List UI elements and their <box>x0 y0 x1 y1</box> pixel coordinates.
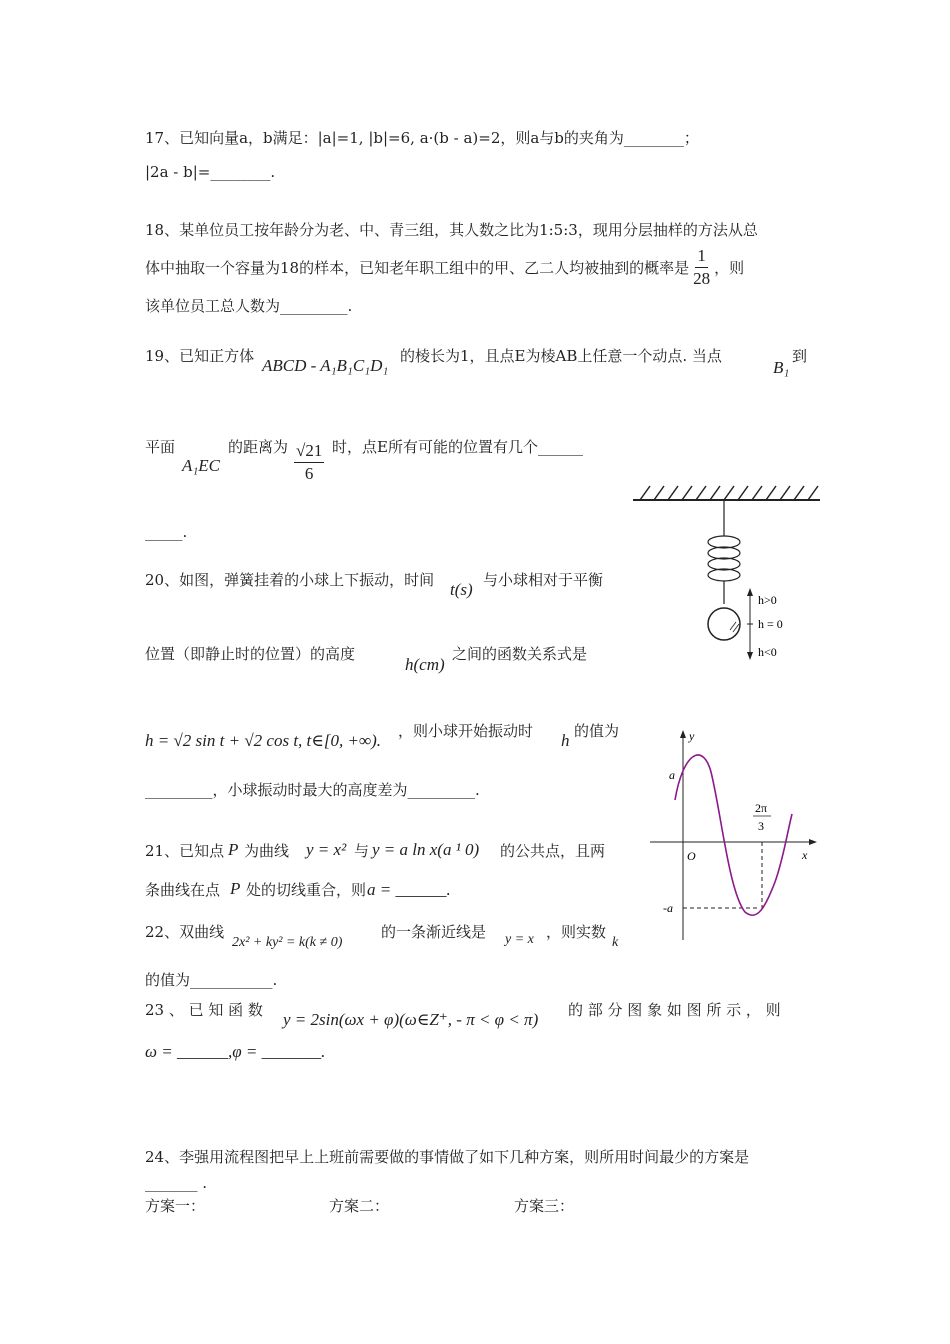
q19-text-c: 到 <box>792 347 808 365</box>
q17-line2: |2a - b|=________. <box>145 163 276 181</box>
q19-text-b: 的棱长为1，且点E为棱AB上任意一个动点. 当点 <box>400 347 722 365</box>
q20-hvar: h <box>561 731 570 750</box>
q18-line2-end: ，则 <box>714 258 745 277</box>
sine-tick-den: 3 <box>758 819 764 833</box>
sine-x-label: x <box>802 848 808 862</box>
q24-plan1: 方案一： <box>145 1197 206 1215</box>
sine-y-label: y <box>689 729 695 743</box>
q21-line2-c: a = ______. <box>367 880 451 899</box>
q21-line1-d: 的公共点，且两 <box>500 842 606 860</box>
q18-line2-text: 体中抽取一个容量为18的样本，已知老年职工组中的甲、乙二人均被抽到的概率是 <box>145 258 690 277</box>
q18-line3: 该单位员工总人数为_________. <box>145 297 353 315</box>
q22-line2: 的值为___________. <box>145 971 278 989</box>
q21-curve1: y = x² <box>306 840 347 859</box>
q19-frac-den: 6 <box>304 464 314 483</box>
q18-fraction <box>693 245 710 290</box>
q21-line1-b: 为曲线 <box>244 842 290 860</box>
sine-neg-a-label: -a <box>663 901 673 915</box>
q18-frac-num: 1 <box>695 245 708 268</box>
q20-line3-c: 的值为 <box>574 722 620 740</box>
spring-label-zero: h = 0 <box>758 617 783 631</box>
q21-curve2: y = a ln x(a ¹ 0) <box>372 840 480 859</box>
q19-cube: ABCD - A₁B₁C₁D₁ <box>262 356 389 375</box>
q19-fraction <box>294 440 324 485</box>
q23-func: y = 2sin(ωx + φ)(ω∈Z⁺, - π < φ < π) <box>283 1010 539 1029</box>
q19-plane: A₁EC <box>182 456 221 475</box>
q21-line2: 条曲线在点 <box>145 881 221 899</box>
q23-line2: ω = ______,φ = _______. <box>145 1042 326 1061</box>
q19-line1 <box>145 346 254 366</box>
q24-plan2: 方案二： <box>329 1197 390 1215</box>
q20-formula: h = √2 sin t + √2 cos t, t∈[0, +∞). <box>145 731 381 750</box>
q18-line2 <box>145 245 744 290</box>
q17-line1: 17、已知向量a，b满足：|a|=1, |b|=6, a·(b - a)=2，则a与b的夹角为________； <box>145 129 699 147</box>
spring-figure <box>630 478 825 668</box>
sine-graph <box>645 722 825 947</box>
q22-line1-b: 的一条渐近线是 <box>381 923 487 941</box>
q20-line1-b: 与小球相对于平衡 <box>483 571 604 589</box>
q19-line3: _____. <box>145 523 188 541</box>
q19-line2-a: 平面 <box>145 438 176 456</box>
q19-line2-c: 时，点E所有可能的位置有几个______ <box>332 438 583 456</box>
q21-line1-c: 与 <box>354 842 370 860</box>
q22-line1-c: ，则实数 <box>546 923 607 941</box>
q19-frac-num: √21 <box>294 440 324 463</box>
q21-P2: P <box>230 879 241 898</box>
q24-line2: _______ . <box>145 1174 208 1192</box>
q21-line1-a: 21、已知点 <box>145 842 225 860</box>
q22-k: k <box>612 935 619 950</box>
q20-h: h(cm) <box>405 655 445 674</box>
q18-frac-den: 28 <box>693 269 711 288</box>
q19-line2-b: 的距离为 <box>228 438 289 456</box>
q20-line2-a: 位置（即静止时的位置）的高度 <box>145 645 356 663</box>
q23-line1-b: 的 部 分 图 象 如 图 所 示 ， 则 <box>568 1001 781 1019</box>
q22-eq: 2x² + ky² = k(k ≠ 0) <box>232 935 343 950</box>
q22-line1-a: 22、双曲线 <box>145 923 225 941</box>
q22-asym: y = x <box>505 932 534 947</box>
q20-line1-a: 20、如图，弹簧挂着的小球上下振动，时间 <box>145 571 435 589</box>
q24-plan3: 方案三： <box>514 1197 575 1215</box>
q19-point: B₁ <box>773 358 790 377</box>
q21-line2-b: 处的切线重合，则 <box>246 881 367 899</box>
spring-label-pos: h>0 <box>758 593 777 607</box>
sine-origin: O <box>687 849 696 863</box>
q24-line1: 24、李强用流程图把早上上班前需要做的事情做了如下几种方案，则所用时间最少的方案是 <box>145 1148 750 1166</box>
sine-curve <box>675 755 792 915</box>
q20-line3-b: ，则小球开始振动时 <box>398 722 534 740</box>
q18-line1: 18、某单位员工按年龄分为老、中、青三组，其人数之比为1:5:3，现用分层抽样的方法从总 <box>145 221 758 239</box>
spring-label-neg: h<0 <box>758 645 777 659</box>
q20-line4: _________，小球振动时最大的高度差为_________. <box>145 781 480 799</box>
q20-line2-b: 之间的函数关系式是 <box>452 645 588 663</box>
q21-P: P <box>228 840 239 859</box>
sine-a-label: a <box>669 768 675 782</box>
sine-tick-num: 2π <box>755 801 768 815</box>
q23-line1-a: 23 、 已 知 函 数 <box>145 1001 263 1019</box>
q19-text-a: 19、已知正方体 <box>145 347 255 365</box>
q20-t: t(s) <box>450 580 473 599</box>
